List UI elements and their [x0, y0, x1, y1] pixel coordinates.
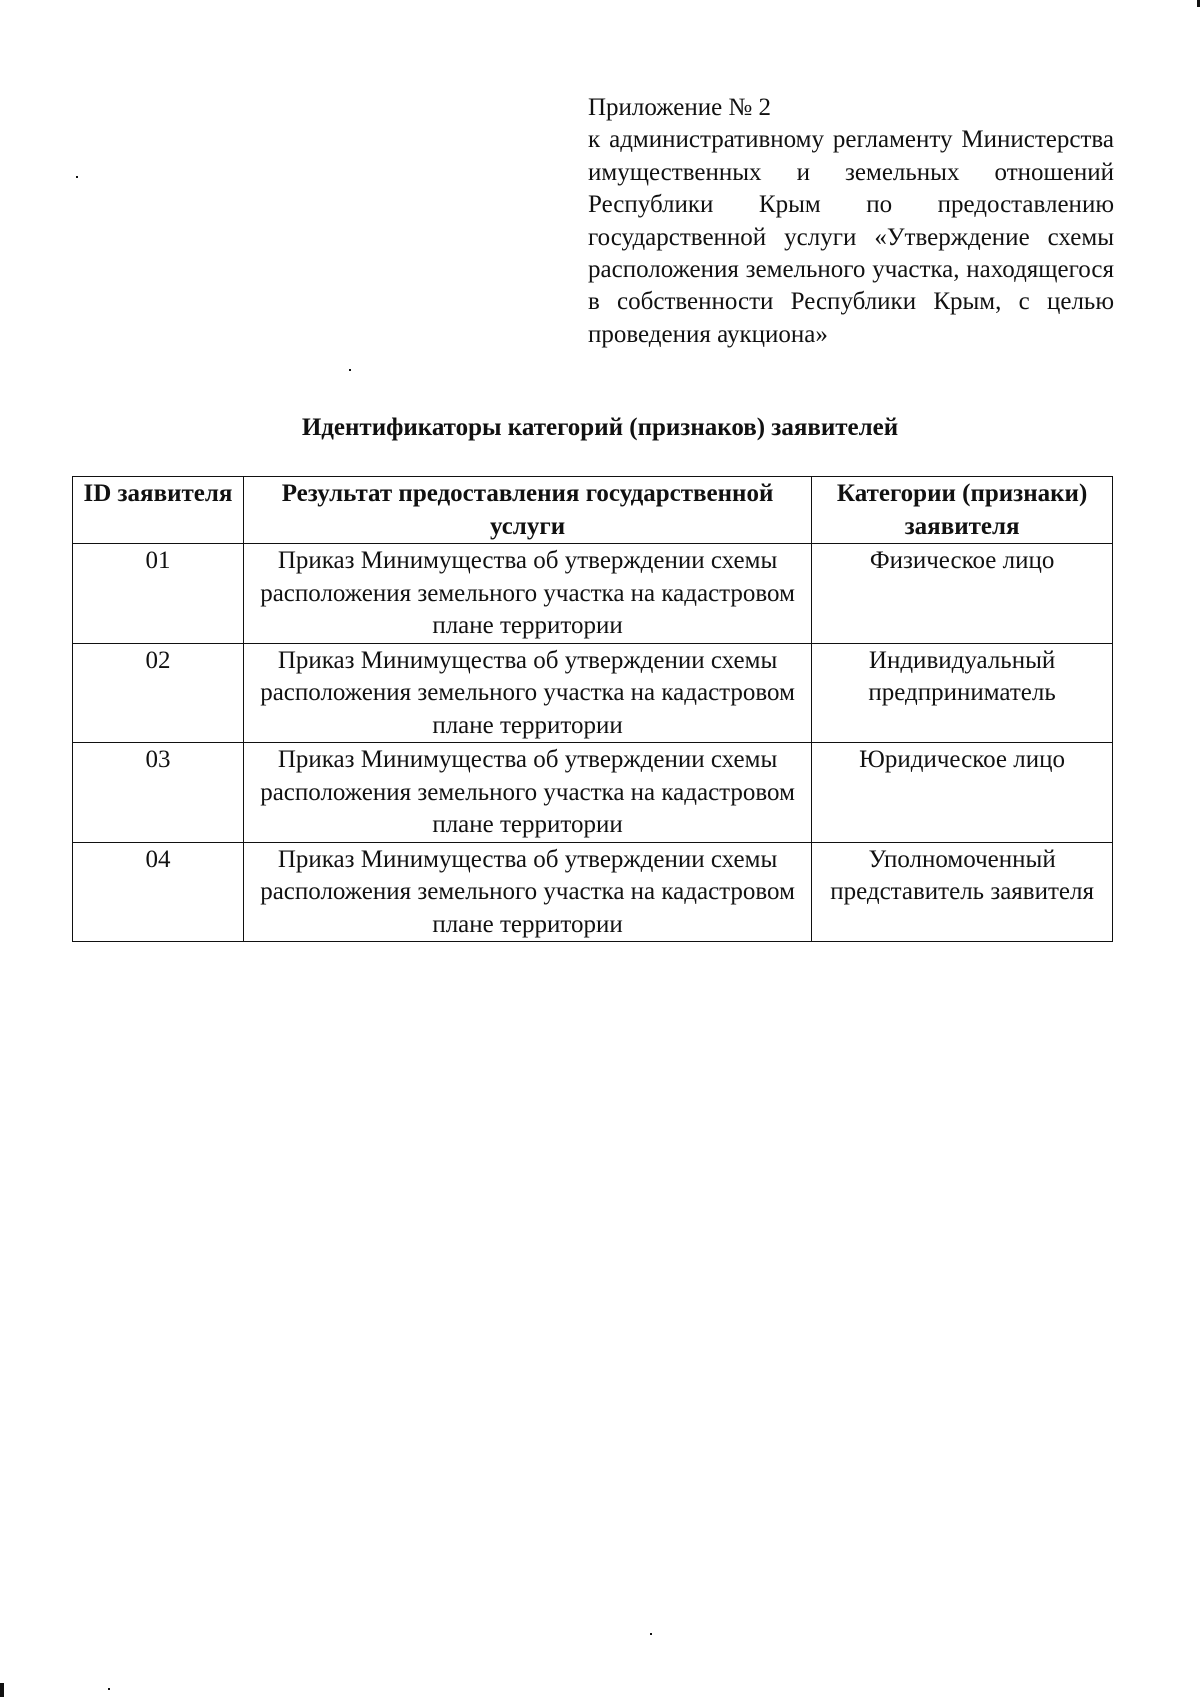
table-row [73, 643, 1113, 743]
appendix-block [588, 92, 1114, 351]
scan-speck [108, 1688, 110, 1690]
table-header-row [73, 477, 1113, 544]
scan-speck [76, 176, 78, 178]
row-result: Приказ Минимущества об утверждении схемы расположения земельного участка на кадастровом плане территории [243, 643, 811, 743]
row-category: Физическое лицо [812, 544, 1113, 644]
header-result: Результат предоставления государственной услуги [243, 477, 811, 544]
row-result: Приказ Минимущества об утверждении схемы расположения земельного участка на кадастровом плане территории [243, 842, 811, 942]
row-id: 02 [73, 643, 244, 743]
scan-speck [349, 369, 351, 371]
table-row [73, 743, 1113, 843]
row-category: Индивидуальный предприниматель [812, 643, 1113, 743]
table-row [73, 842, 1113, 942]
header-category: Категории (признаки) заявителя [812, 477, 1113, 544]
header-id: ID заявителя [73, 477, 244, 544]
applicant-categories-table [72, 476, 1113, 942]
row-id: 04 [73, 842, 244, 942]
appendix-text: к административному регламенту Министерства имущественных и земельных отношений Республики Крым по предоставлению государственной услуги «Утверждение схемы расположения земельного участка, находящегося в собственности Республики Крым, с целью проведения аукциона» [588, 126, 1114, 348]
row-id: 03 [73, 743, 244, 843]
row-result: Приказ Минимущества об утверждении схемы расположения земельного участка на кадастровом плане территории [243, 544, 811, 644]
appendix-title: Приложение № 2 [588, 94, 772, 121]
row-id: 01 [73, 544, 244, 644]
row-category: Уполномоченный представитель заявителя [812, 842, 1113, 942]
scan-speck [0, 1683, 4, 1697]
row-category: Юридическое лицо [812, 743, 1113, 843]
document-heading: Идентификаторы категорий (признаков) заявителей [301, 414, 899, 441]
scan-speck [650, 1633, 652, 1635]
table-row [73, 544, 1113, 644]
row-result: Приказ Минимущества об утверждении схемы расположения земельного участка на кадастровом плане территории [243, 743, 811, 843]
